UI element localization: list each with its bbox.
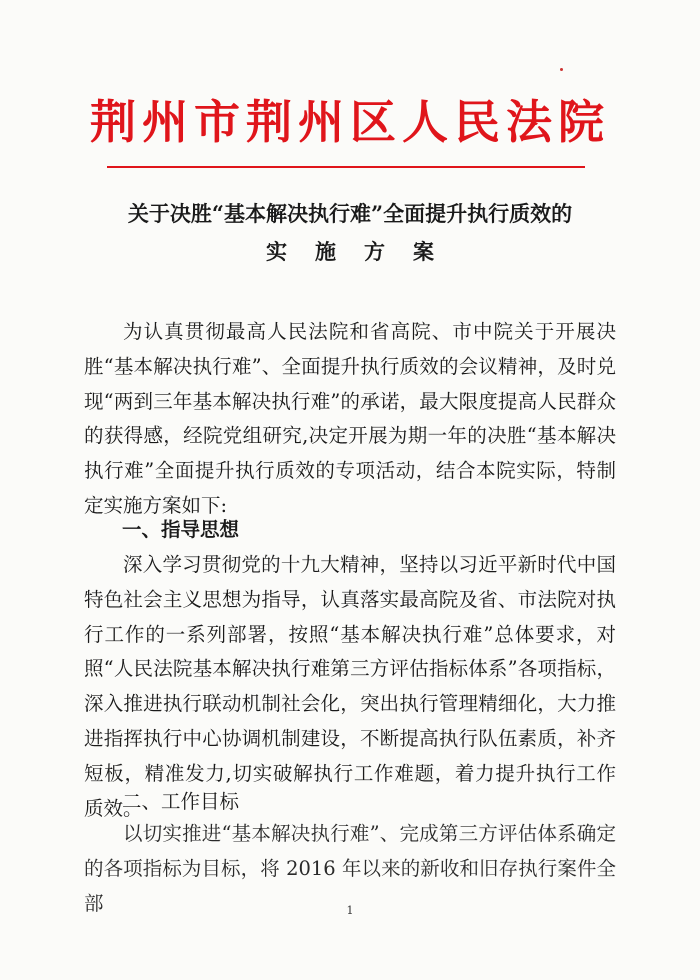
document-title-line2: 实施方案 <box>266 239 462 264</box>
intro-paragraph: 为认真贯彻最高人民法院和省高院、市中院关于开展决胜“基本解决执行难”、全面提升执行质效的会议精神，及时兑现“两到三年基本解决执行难”的承诺，最大限度提高人民群众的获得感，经院党组研究,决定开展为期一年的决胜“基本解决执行难”全面提升执行质效的专项活动，结合本院实际，特制定实施方案如下: <box>84 320 616 517</box>
section-body-work-goals: 以切实推进“基本解决执行难”、完成第三方评估体系确定的各项指标为目标，将 2016 年以来的新收和旧存执行案件全部 <box>84 822 616 915</box>
page-number: 1 <box>346 904 354 917</box>
ink-speck <box>560 68 563 71</box>
section-body-guiding-ideology: 深入学习贯彻党的十九大精神，坚持以习近平新时代中国特色社会主义思想为指导，认真落实最高院及省、市法院对执行工作的一系列部署，按照“基本解决执行难”总体要求，对照“人民法院基本解决执行难第三方评估指标体系”各项指标，深入推进执行联动机制社会化，突出执行管理精细化，大力推进指挥执行中心协调机制建设，不断提高执行队伍素质，补齐短板，精准发力,切实破解执行工作难题，着力提升执行工作质效。 <box>84 553 616 820</box>
court-letterhead: 荆州市荆州区人民法院 <box>90 95 610 149</box>
red-separator-line <box>107 166 585 168</box>
section-heading-work-goals: 二、工作目标 <box>122 790 240 813</box>
document-title-line1: 关于决胜“基本解决执行难”全面提升执行质效的 <box>127 201 573 226</box>
section-heading-guiding-ideology: 一、指导思想 <box>122 518 240 541</box>
